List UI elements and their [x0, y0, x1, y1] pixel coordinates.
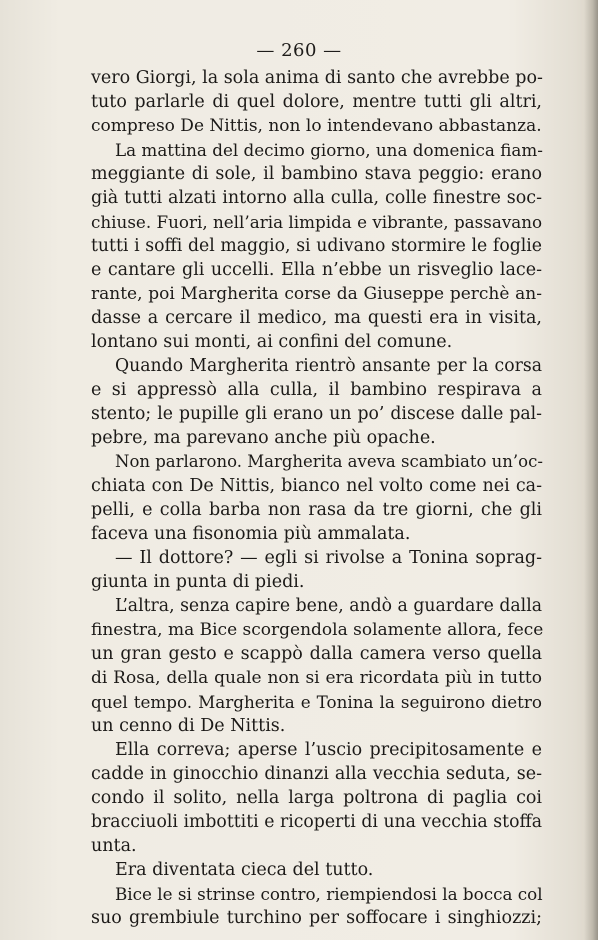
text-line: un gran gesto e scappò dalla camera verso quella: [91, 644, 542, 664]
text-line: Bice le si strinse contro, riempiendosi la bocca col: [115, 884, 543, 904]
text-line: — Il dottore? — egli si rivolse a Tonina soprag-: [115, 548, 542, 568]
text-line: rante, poi Margherita corse da Giuseppe perchè an-: [91, 284, 542, 304]
text-line: faceva una fisonomia più ammalata.: [91, 524, 411, 544]
text-line: di Rosa, della quale non si era ricordata più in tutto: [91, 668, 542, 688]
text-line: compreso De Nittis, non lo intendevano abbastanza.: [91, 116, 542, 136]
text-line: finestra, ma Bice scorgendola solamente allora, fece: [91, 620, 544, 640]
text-line: dasse a cercare il medico, ma questi era in visita,: [91, 308, 542, 328]
text-line: vero Giorgi, la sola anima di santo che avrebbe po-: [91, 68, 543, 88]
text-line: già tutti alzati intorno alla culla, colle finestre soc-: [91, 188, 542, 208]
text-line: Quando Margherita rientrò ansante per la corsa: [115, 356, 542, 376]
text-line: lontano sui monti, ai confini del comune.: [91, 332, 453, 352]
text-line: La mattina del decimo giorno, una domenica fiam-: [115, 140, 543, 160]
text-line: un cenno di De Nittis.: [91, 716, 286, 736]
page-number: — 260 —: [256, 40, 342, 61]
text-line: L’altra, senza capire bene, andò a guardare dalla: [115, 596, 542, 616]
text-line: unta.: [91, 836, 137, 856]
text-line: cadde in ginocchio dinanzi alla vecchia seduta, se-: [91, 764, 542, 784]
text-line: stento; le pupille gli erano un po’ discese dalle pal-: [91, 404, 542, 424]
body-text: [91, 66, 542, 930]
text-line: chiata con De Nittis, bianco nel volto come nei ca-: [91, 476, 542, 496]
text-line: pelli, e colla barba non rasa da tre giorni, che gli: [91, 500, 542, 520]
text-line: Ella correva; aperse l’uscio precipitosamente e: [115, 740, 542, 760]
text-line: bracciuoli imbottiti e ricoperti di una vecchia stoffa: [91, 812, 542, 832]
text-line: Non parlarono. Margherita aveva scambiato un’oc-: [115, 452, 543, 471]
text-line: tuto parlarle di quel dolore, mentre tutti gli altri,: [91, 92, 542, 112]
text-line: pebre, ma parevano anche più opache.: [91, 428, 436, 448]
text-line: meggiante di sole, il bambino stava peggio: erano: [91, 164, 542, 184]
text-line: Era diventata cieca del tutto.: [115, 860, 374, 880]
page-edge-shadow: [584, 0, 598, 940]
text-line: condo il solito, nella larga poltrona di paglia coi: [91, 788, 542, 808]
text-line: giunta in punta di piedi.: [91, 572, 305, 592]
text-line: quel tempo. Margherita e Tonina la seguirono dietro: [91, 692, 542, 712]
text-line: e cantare gli uccelli. Ella n’ebbe un risveglio lace-: [91, 260, 542, 280]
text-line: suo grembiule turchino per soffocare i singhiozzi;: [91, 908, 542, 928]
text-line: chiuse. Fuori, nell’aria limpida e vibrante, passavano: [91, 212, 543, 232]
text-line: e si appressò alla culla, il bambino respirava a: [91, 380, 542, 400]
text-line: tutti i soffi del maggio, si udivano stormire le foglie: [91, 236, 542, 256]
